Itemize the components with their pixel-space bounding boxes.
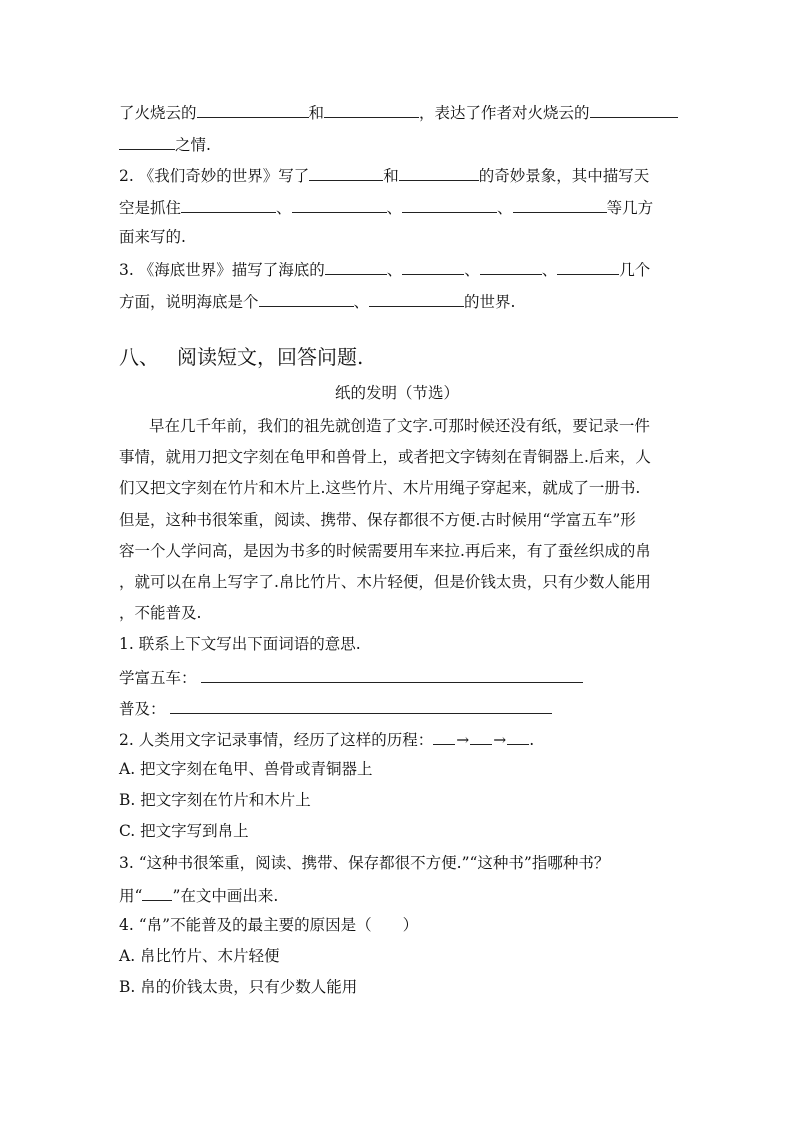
arrow-icon: → [456,731,470,749]
answer-blank[interactable] [480,258,542,275]
underline-sample [142,884,172,901]
question-4-prompt: 4. “帛”不能普及的最主要的原因是（ ） [119,916,419,934]
passage-line: 们又把文字刻在竹片和木片上.这些竹片、木片用绳子穿起来，就成了一册书. [119,479,641,497]
option-c[interactable]: C. 把文字写到帛上 [119,822,249,840]
answer-blank[interactable] [507,728,529,745]
passage-line: 早在几千年前，我们的祖先就创造了文字.可那时候还没有纸，要记录一件 [149,417,650,435]
answer-blank[interactable] [181,196,276,213]
q2-text: 面来写的. [119,228,186,246]
q3-line1 [119,258,650,280]
answer-blank[interactable] [201,666,583,683]
q3-text: 用“ [119,887,143,905]
passage-line: 事情，就用刀把文字刻在龟甲和兽骨上，或者把文字铸刻在青铜器上.后来，人 [119,448,651,466]
q4-option-b[interactable]: B. 帛的价钱太贵，只有少数人能用 [119,978,358,996]
q3-text: 、 [386,261,403,279]
answer-blank[interactable] [470,728,492,745]
q3-text: 3. 《海底世界》描写了海底的 [119,261,325,279]
answer-blank[interactable] [402,196,497,213]
q1-tail-line2 [119,133,211,155]
q3-text: 几个 [619,261,651,279]
answer-blank[interactable] [309,164,383,181]
answer-blank[interactable] [292,196,387,213]
option-b[interactable]: B. 把文字刻在竹片和木片上 [119,791,311,809]
question-1-prompt: 1. 联系上下文写出下面词语的意思. [119,635,361,653]
q2-line2 [119,196,653,218]
q3-text: 、 [541,261,558,279]
passage-line: ，就可以在帛上写字了.帛比竹片、木片轻便，但是价钱太贵，只有少数人能用 [119,573,651,591]
q2-text: . [529,731,535,749]
q3-line2 [119,290,515,312]
q1-text: 了火烧云的 [119,104,197,122]
arrow-icon: → [493,731,507,749]
q4-option-a[interactable]: A. 帛比竹片、木片轻便 [119,947,280,965]
q2-line1 [119,164,649,186]
q2-text: 、 [386,199,403,217]
answer-blank[interactable] [170,697,552,714]
q2-text: 、 [276,199,292,217]
answer-blank[interactable] [259,290,354,307]
question-3-line2 [119,884,278,906]
answer-blank[interactable] [324,101,419,118]
q2-text: 等几方 [606,199,654,217]
q1-text: 和 [308,104,325,122]
answer-blank[interactable] [590,101,678,118]
term-label: 普及： [119,700,166,718]
q2-text: 空是抓住 [119,199,182,217]
answer-blank[interactable] [513,196,607,213]
q2-text: 的奇妙景象，其中描写天 [478,167,650,185]
q2-line3 [119,227,186,247]
q3-text: 、 [464,261,480,279]
answer-blank[interactable] [325,258,387,275]
passage-line: 容一个人学问高，是因为书多的时候需要用车来拉.再后来，有了蚕丝织成的帛 [119,542,651,560]
section-title: 阅读短文，回答问题. [177,345,364,369]
answer-blank[interactable] [399,164,479,181]
answer-blank[interactable] [433,728,455,745]
q3-text: ”在文中画出来. [172,887,279,905]
answer-blank[interactable] [402,258,464,275]
q3-text: 、 [353,293,370,311]
section-heading [119,345,363,369]
question-1-term2-row [119,697,552,719]
q3-text: 的世界. [464,293,516,311]
q2-text: 2. 人类用文字记录事情，经历了这样的历程： [119,731,434,749]
q1-tail-line1 [119,101,678,123]
term-label: 学富五车： [119,669,197,687]
q2-text: 、 [497,199,513,217]
passage-line: ，不能普及. [119,604,202,622]
question-3-line1: 3. “这种书很笨重，阅读、携带、保存都很不方便.”“这种书”指哪种书？ [119,854,610,872]
q1-text: ，表达了作者对火烧云的 [419,104,590,122]
q3-text: 方面，说明海底是个 [119,293,259,311]
section-number: 八、 [119,345,159,369]
passage-line: 但是，这种书很笨重，阅读、携带、保存都很不方便.古时候用“学富五车”形 [119,511,636,529]
answer-blank[interactable] [197,101,309,118]
question-1-term1-row [119,666,583,688]
option-a[interactable]: A. 把文字刻在龟甲、兽骨或青铜器上 [119,760,373,778]
passage-title: 纸的发明（节选） [334,384,459,402]
q1-text: 之情. [175,136,211,154]
question-2-prompt [119,728,534,750]
answer-blank[interactable] [369,290,464,307]
answer-blank[interactable] [119,133,175,150]
q2-text: 2. 《我们奇妙的世界》写了 [119,167,310,185]
answer-blank[interactable] [557,258,619,275]
q2-text: 和 [383,167,399,185]
